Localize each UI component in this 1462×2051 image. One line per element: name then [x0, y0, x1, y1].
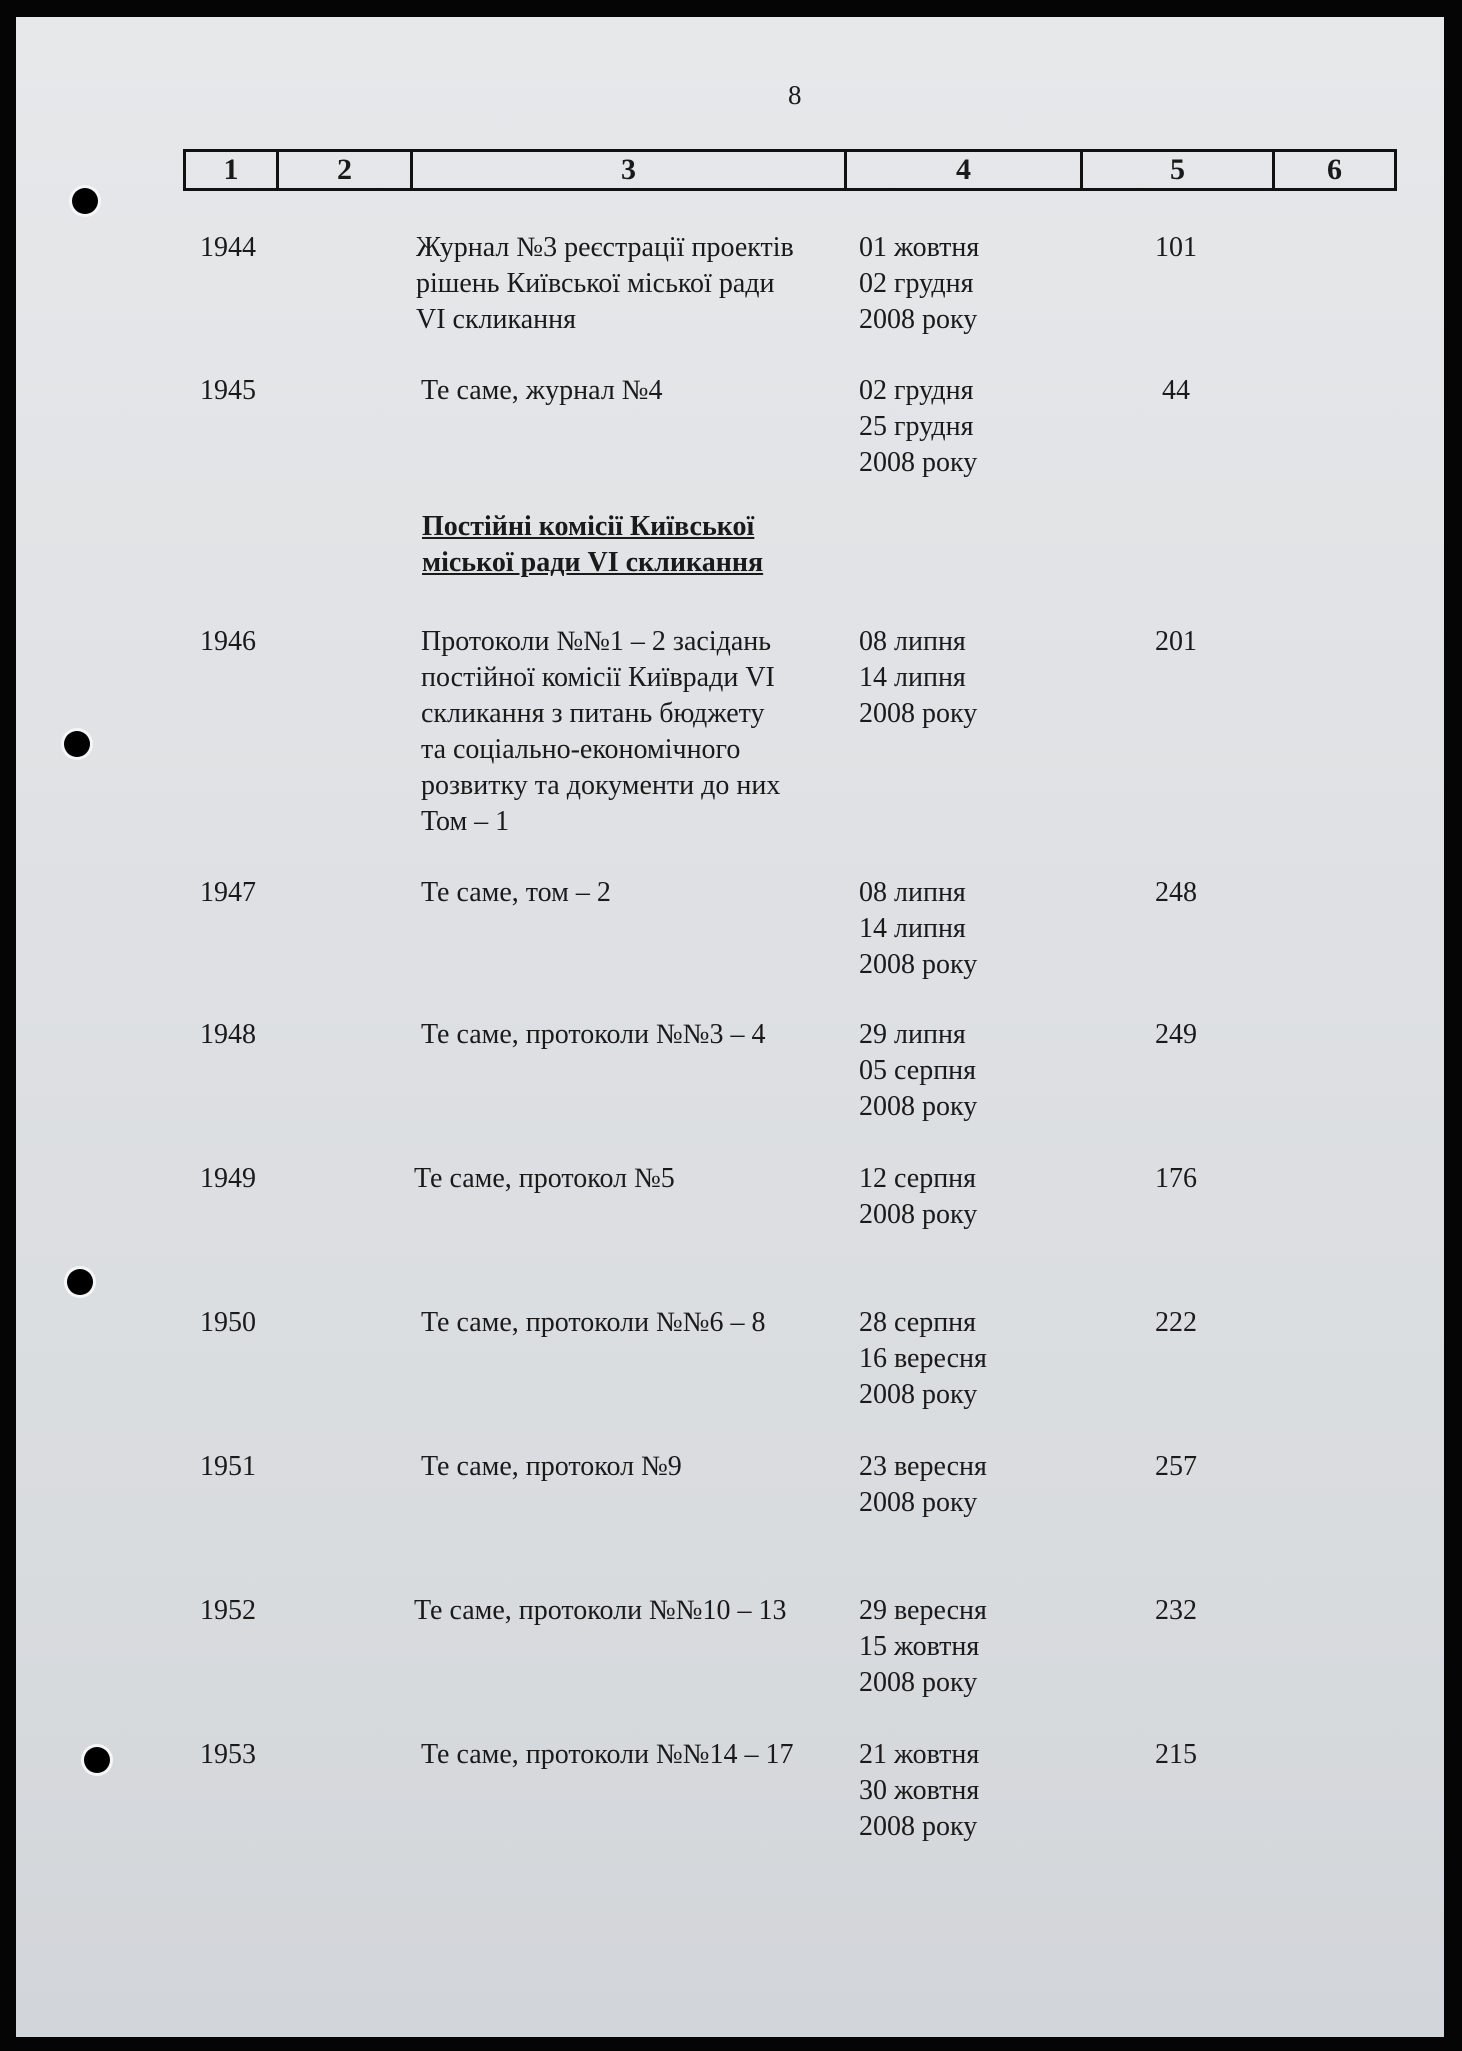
sheet-count: 101 — [1155, 232, 1197, 263]
case-dates — [859, 1161, 1029, 1233]
case-title-line: Те саме, том – 2 — [421, 877, 611, 908]
sheet-count: 248 — [1155, 877, 1197, 908]
sheet-count: 257 — [1155, 1451, 1197, 1482]
case-title — [421, 373, 861, 409]
case-title-line: Те саме, протокол №9 — [421, 1451, 682, 1482]
case-title — [414, 1593, 854, 1629]
case-dates — [859, 1017, 1029, 1125]
sheet-count: 222 — [1155, 1307, 1197, 1338]
case-title-line: Журнал №3 реєстрації проектів — [416, 232, 794, 263]
section-title-line: Постійні комісії Київської — [422, 511, 755, 542]
case-number: 1947 — [200, 877, 256, 908]
case-title — [421, 1449, 861, 1485]
case-date-line: 28 серпня — [859, 1307, 977, 1338]
case-title-line: VI скликання — [416, 304, 576, 335]
case-number: 1945 — [200, 375, 256, 406]
case-title — [421, 1305, 861, 1341]
case-date-line: 2008 року — [859, 1811, 978, 1842]
case-title-line: Те саме, протоколи №№14 – 17 — [421, 1739, 794, 1770]
case-title — [421, 624, 861, 840]
case-date-line: 29 липня — [859, 1019, 966, 1050]
case-number: 1949 — [200, 1163, 256, 1194]
case-dates — [859, 1449, 1029, 1521]
punch-hole — [84, 1747, 110, 1773]
case-number: 1946 — [200, 626, 256, 657]
case-title — [421, 1737, 861, 1773]
punch-hole — [67, 1269, 93, 1295]
case-dates — [859, 875, 1029, 983]
case-date-line: 15 жовтня — [859, 1631, 980, 1662]
case-title-line: Те саме, протокол №5 — [414, 1163, 675, 1194]
case-date-line: 2008 року — [859, 304, 978, 335]
column-header: 2 — [279, 152, 413, 188]
column-header: 3 — [413, 152, 847, 188]
case-date-line: 2008 року — [859, 1199, 978, 1230]
case-date-line: 08 липня — [859, 877, 966, 908]
case-title-line: Те саме, журнал №4 — [421, 375, 663, 406]
case-date-line: 21 жовтня — [859, 1739, 980, 1770]
punch-hole — [64, 731, 90, 757]
case-date-line: 2008 року — [859, 1379, 978, 1410]
case-date-line: 01 жовтня — [859, 232, 980, 263]
case-dates — [859, 230, 1029, 338]
case-dates — [859, 1737, 1029, 1845]
case-title-line: Протоколи №№1 – 2 засідань — [421, 626, 772, 657]
case-date-line: 2008 року — [859, 698, 978, 729]
case-date-line: 02 грудня — [859, 268, 974, 299]
case-date-line: 08 липня — [859, 626, 966, 657]
column-header: 4 — [847, 152, 1083, 188]
case-date-line: 25 грудня — [859, 411, 974, 442]
sheet-count: 215 — [1155, 1739, 1197, 1770]
section-title — [422, 509, 763, 581]
case-date-line: 30 жовтня — [859, 1775, 980, 1806]
case-title — [416, 230, 856, 338]
sheet-count: 249 — [1155, 1019, 1197, 1050]
case-date-line: 02 грудня — [859, 375, 974, 406]
case-date-line: 29 вересня — [859, 1595, 987, 1626]
section-title-line: міської ради VI скликання — [422, 547, 764, 578]
column-header: 1 — [186, 152, 279, 188]
case-title — [414, 1161, 854, 1197]
sheet-count: 44 — [1162, 375, 1190, 406]
case-number: 1951 — [200, 1451, 256, 1482]
case-dates — [859, 373, 1029, 481]
case-title-line: постійної комісії Київради VI — [421, 662, 775, 693]
case-date-line: 05 серпня — [859, 1055, 977, 1086]
case-number: 1944 — [200, 232, 256, 263]
sheet-count: 201 — [1155, 626, 1197, 657]
case-dates — [859, 1593, 1029, 1701]
case-number: 1950 — [200, 1307, 256, 1338]
case-date-line: 14 липня — [859, 662, 966, 693]
case-number: 1953 — [200, 1739, 256, 1770]
column-header: 6 — [1327, 153, 1342, 186]
case-title-line: розвитку та документи до них — [421, 770, 781, 801]
case-title — [421, 875, 861, 911]
case-date-line: 12 серпня — [859, 1163, 977, 1194]
case-date-line: 2008 року — [859, 1487, 978, 1518]
case-number: 1948 — [200, 1019, 256, 1050]
case-number: 1952 — [200, 1595, 256, 1626]
case-title-line: рішень Київської міської ради — [416, 268, 775, 299]
case-title-line: Те саме, протоколи №№6 – 8 — [421, 1307, 766, 1338]
case-title — [421, 1017, 861, 1053]
case-date-line: 23 вересня — [859, 1451, 987, 1482]
case-date-line: 2008 року — [859, 949, 978, 980]
case-title-line: Те саме, протоколи №№3 – 4 — [421, 1019, 766, 1050]
case-date-line: 16 вересня — [859, 1343, 987, 1374]
column-header-row — [183, 149, 1397, 191]
case-date-line: 2008 року — [859, 1667, 978, 1698]
punch-hole — [72, 188, 98, 214]
sheet-count: 232 — [1155, 1595, 1197, 1626]
case-date-line: 2008 року — [859, 447, 978, 478]
case-title-line: Том – 1 — [421, 806, 510, 837]
case-title-line: та соціально-економічного — [421, 734, 741, 765]
case-dates — [859, 1305, 1029, 1413]
column-header: 5 — [1083, 152, 1275, 188]
case-date-line: 14 липня — [859, 913, 966, 944]
case-title-line: скликання з питань бюджету — [421, 698, 765, 729]
sheet-count: 176 — [1155, 1163, 1197, 1194]
case-dates — [859, 624, 1029, 732]
case-date-line: 2008 року — [859, 1091, 978, 1122]
page-number: 8 — [788, 80, 802, 110]
case-title-line: Те саме, протоколи №№10 – 13 — [414, 1595, 787, 1626]
document-page — [16, 17, 1444, 2037]
